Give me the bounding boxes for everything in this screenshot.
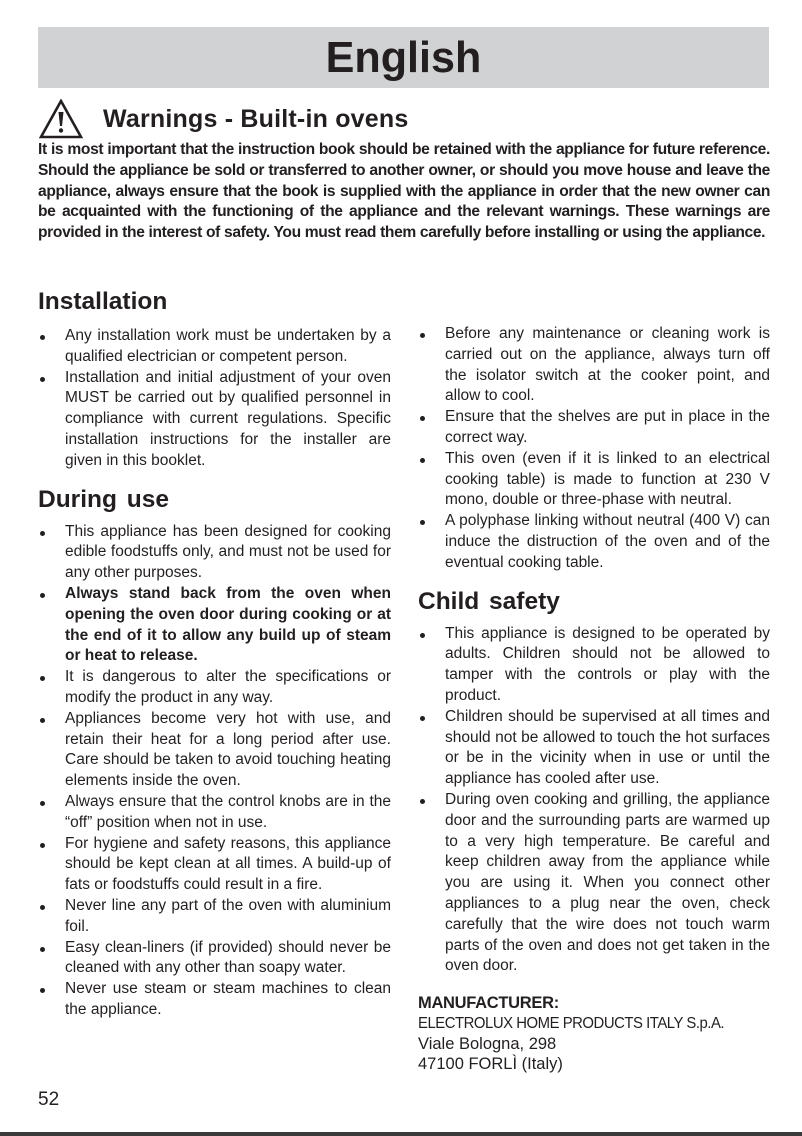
maintenance-list — [418, 324, 770, 574]
list-item: Always stand back from the oven when opening the oven door during cooking or at the end of it to allow any build up of steam or heat to release. — [38, 584, 391, 667]
right-column — [418, 324, 770, 977]
language-header-bar — [38, 27, 769, 88]
list-item: Never use steam or steam machines to clean the appliance. — [38, 979, 391, 1021]
list-item: Appliances become very hot with use, and retain their heat for a long period after use. Care should be taken to avoid touching heating elements inside the oven. — [38, 709, 391, 792]
list-item: A polyphase linking without neutral (400 V) can induce the distruction of the oven and of the eventual cooking table. — [418, 511, 770, 573]
page-number: 52 — [38, 1089, 60, 1110]
warnings-title: Warnings - Built-in ovens — [103, 104, 409, 133]
warning-triangle-icon — [39, 99, 83, 139]
list-item: This oven (even if it is linked to an electrical cooking table) is made to function at 230 V mono, double or three-phase with neutral. — [418, 449, 770, 511]
list-item: During oven cooking and grilling, the appliance door and the surrounding parts are warmed up to a very high temperature. Be careful and keep children away from the appliance while you are using it. When you connect other appliances to a plug near the oven, check carefully that the wire does not touch warm parts of the oven and does not get taken in the oven door. — [418, 790, 770, 977]
list-item: Children should be supervised at all times and should not be allowed to touch the hot surfaces or be in the vicinity when in use or until the appliance has cooled after use. — [418, 707, 770, 790]
list-item: Never line any part of the oven with aluminium foil. — [38, 896, 391, 938]
language-title: English — [325, 32, 482, 82]
intro-paragraph: It is most important that the instruction book should be retained with the appliance for future reference. Should the appliance be sold or transferred to another owner, or should you move house and leave the appliance, always ensure that the book is supplied with the appliance in order that the new owner can be acquainted with the functioning of the appliance and the relevant warnings. These warnings are provided in the interest of safety. You must read them carefully before installing or using the appliance. — [38, 141, 770, 242]
installation-list — [38, 326, 391, 472]
list-item: Installation and initial adjustment of your oven MUST be carried out by qualified personnel in compliance with current regulations. Specific installation instructions for the installer are given in this booklet. — [38, 368, 391, 472]
list-item: Ensure that the shelves are put in place in the correct way. — [418, 407, 770, 449]
child-safety-list — [418, 624, 770, 978]
manufacturer-block — [418, 992, 778, 1074]
list-item: Before any maintenance or cleaning work is carried out on the appliance, always turn off the isolator switch at the cooker point, and allow to cool. — [418, 324, 770, 407]
during-use-list — [38, 522, 391, 1021]
manufacturer-label: MANUFACTURER: — [418, 994, 559, 1012]
left-column — [38, 286, 391, 1021]
list-item: Always ensure that the control knobs are in the “off” position when not in use. — [38, 792, 391, 834]
manufacturer-street: Viale Bologna, 298 — [418, 1035, 557, 1053]
warnings-heading — [39, 97, 408, 141]
manufacturer-company: ELECTROLUX HOME PRODUCTS ITALY S.p.A. — [418, 1015, 725, 1032]
list-item: Easy clean-liners (if provided) should never be cleaned with any other than soapy water. — [38, 938, 391, 980]
list-item: It is dangerous to alter the specifications or modify the product in any way. — [38, 667, 391, 709]
section-title-child-safety: Child safety — [418, 587, 560, 615]
bottom-divider — [0, 1132, 802, 1136]
list-item: Any installation work must be undertaken by a qualified electrician or competent person. — [38, 326, 391, 368]
list-item: This appliance has been designed for cooking edible foodstuffs only, and must not be used for any other purposes. — [38, 522, 391, 584]
section-title-installation: Installation — [38, 288, 168, 315]
list-item: This appliance is designed to be operated by adults. Children should not be allowed to tamper with the controls or play with the product. — [418, 624, 770, 707]
list-item: For hygiene and safety reasons, this appliance should be kept clean at all times. A build-up of fats or foodstuffs could result in a fire. — [38, 834, 391, 896]
manufacturer-city: 47100 FORLÌ (Italy) — [418, 1055, 563, 1073]
section-title-during-use: During use — [38, 485, 169, 513]
